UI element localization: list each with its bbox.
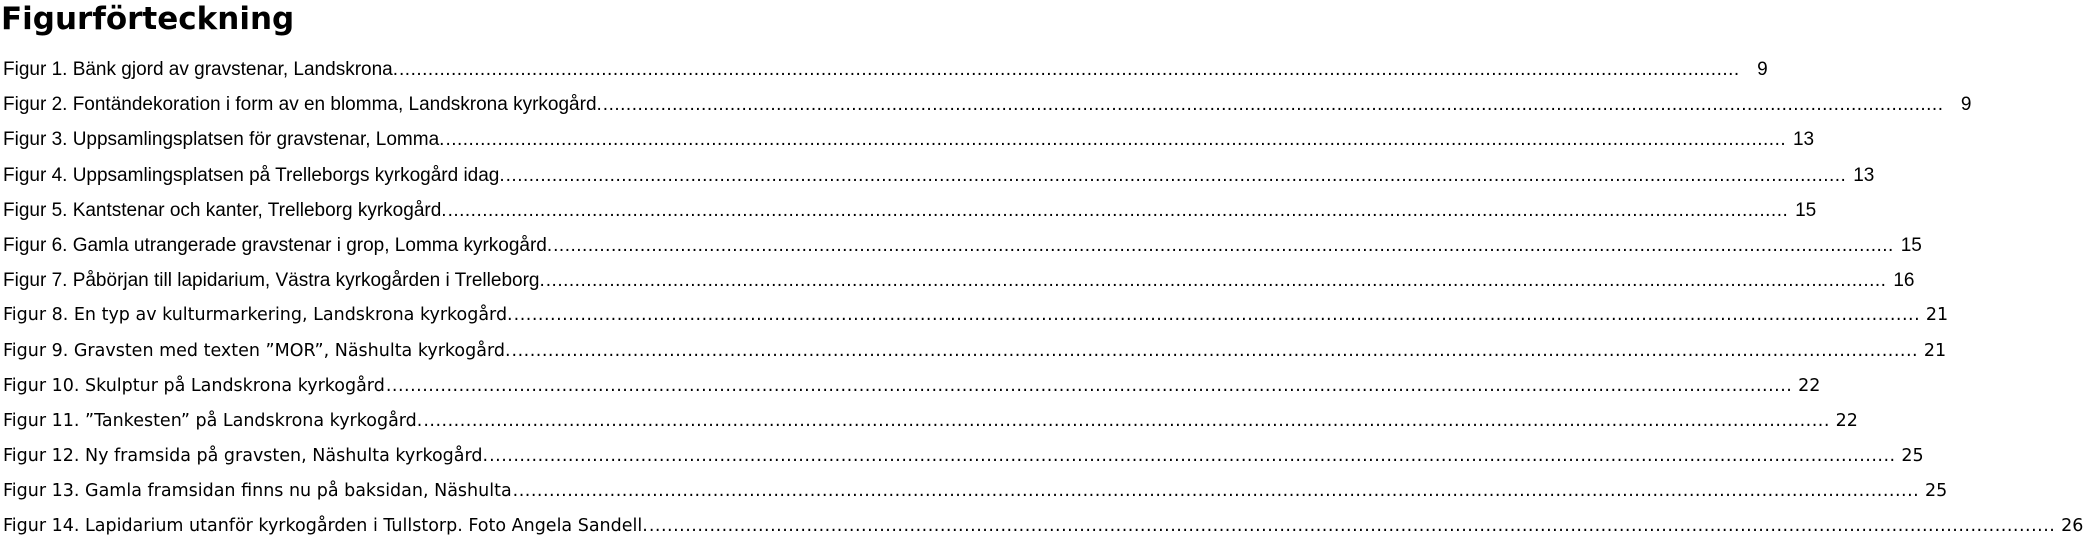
list-item[interactable]	[0, 298, 1949, 333]
entry-page-number: 21	[1923, 340, 1947, 361]
entry-page-number: 25	[1924, 481, 1948, 502]
list-item[interactable]	[0, 474, 1948, 509]
dot-leader	[399, 52, 1740, 87]
dot-leader	[386, 369, 1793, 404]
entry-title: Figur 7. Påbörjan till lapidarium, Västra kyrkogården i Trelleborg.	[3, 270, 545, 292]
list-item[interactable]	[0, 158, 1875, 193]
list-item[interactable]	[0, 87, 1972, 122]
dot-leader	[546, 263, 1887, 298]
dot-leader	[506, 158, 1847, 193]
entry-title: Figur 6. Gamla utrangerade gravstenar i grop, Lomma kyrkogård.	[3, 234, 553, 256]
entry-page-number: 9	[1757, 59, 1768, 80]
figure-list	[0, 52, 2084, 545]
entry-title: Figur 12. Ny framsida på gravsten, Näshulta kyrkogård.	[3, 446, 489, 467]
list-item[interactable]	[0, 404, 1858, 439]
dot-leader	[448, 193, 1789, 228]
list-item[interactable]	[0, 122, 1815, 157]
list-item[interactable]	[0, 228, 1922, 263]
entry-page-number: 16	[1893, 270, 1915, 292]
list-item[interactable]	[0, 369, 1821, 404]
dot-leader	[553, 228, 1894, 263]
entry-page-number: 26	[2061, 516, 2084, 537]
entry-title: Figur 5. Kantstenar och kanter, Trelleborg kyrkogård.	[3, 199, 447, 221]
page-title: Figurförteckning	[1, 1, 295, 37]
entry-title: Figur 4. Uppsamlingsplatsen på Trelleborgs kyrkogård idag.	[3, 164, 505, 186]
entry-page-number: 25	[1901, 446, 1924, 467]
entry-title: Figur 13. Gamla framsidan finns nu på baksidan, Näshulta	[3, 481, 512, 502]
dot-leader	[513, 474, 1920, 509]
list-item[interactable]	[0, 439, 1924, 474]
entry-title: Figur 9. Gravsten med texten ”MOR”, Näshulta kyrkogård.	[3, 340, 511, 361]
list-item[interactable]	[0, 263, 1915, 298]
dot-leader	[512, 334, 1919, 369]
entry-page-number: 22	[1798, 375, 1821, 396]
entry-page-number: 15	[1795, 199, 1817, 221]
list-item[interactable]	[0, 52, 1768, 87]
list-item[interactable]	[0, 334, 1947, 369]
dot-leader	[489, 439, 1896, 474]
dot-leader	[603, 87, 1944, 122]
list-item[interactable]	[0, 193, 1817, 228]
dot-leader	[445, 122, 1786, 157]
entry-page-number: 15	[1900, 234, 1922, 256]
entry-page-number: 22	[1835, 410, 1858, 431]
entry-page-number: 21	[1925, 305, 1949, 326]
entry-title: Figur 14. Lapidarium utanför kyrkogården i Tullstorp. Foto Angela Sandell.	[3, 516, 648, 537]
entry-page-number: 13	[1853, 164, 1875, 186]
list-item[interactable]	[0, 509, 2084, 544]
dot-leader	[423, 404, 1830, 439]
entry-title: Figur 3. Uppsamlingsplatsen för gravstenar, Lomma.	[3, 129, 445, 151]
entry-title: Figur 10. Skulptur på Landskrona kyrkogård	[3, 375, 385, 396]
entry-title: Figur 1. Bänk gjord av gravstenar, Landskrona.	[3, 59, 399, 80]
entry-title: Figur 2. Fontändekoration i form av en blomma, Landskrona kyrkogård.	[3, 94, 602, 116]
entry-title: Figur 11. ”Tankesten” på Landskrona kyrkogård.	[3, 410, 423, 431]
dot-leader	[649, 509, 2056, 544]
entry-title: Figur 8. En typ av kulturmarkering, Landskrona kyrkogård.	[3, 305, 513, 326]
dot-leader	[514, 298, 1921, 333]
entry-page-number: 13	[1792, 129, 1815, 151]
entry-page-number: 9	[1960, 94, 1972, 116]
